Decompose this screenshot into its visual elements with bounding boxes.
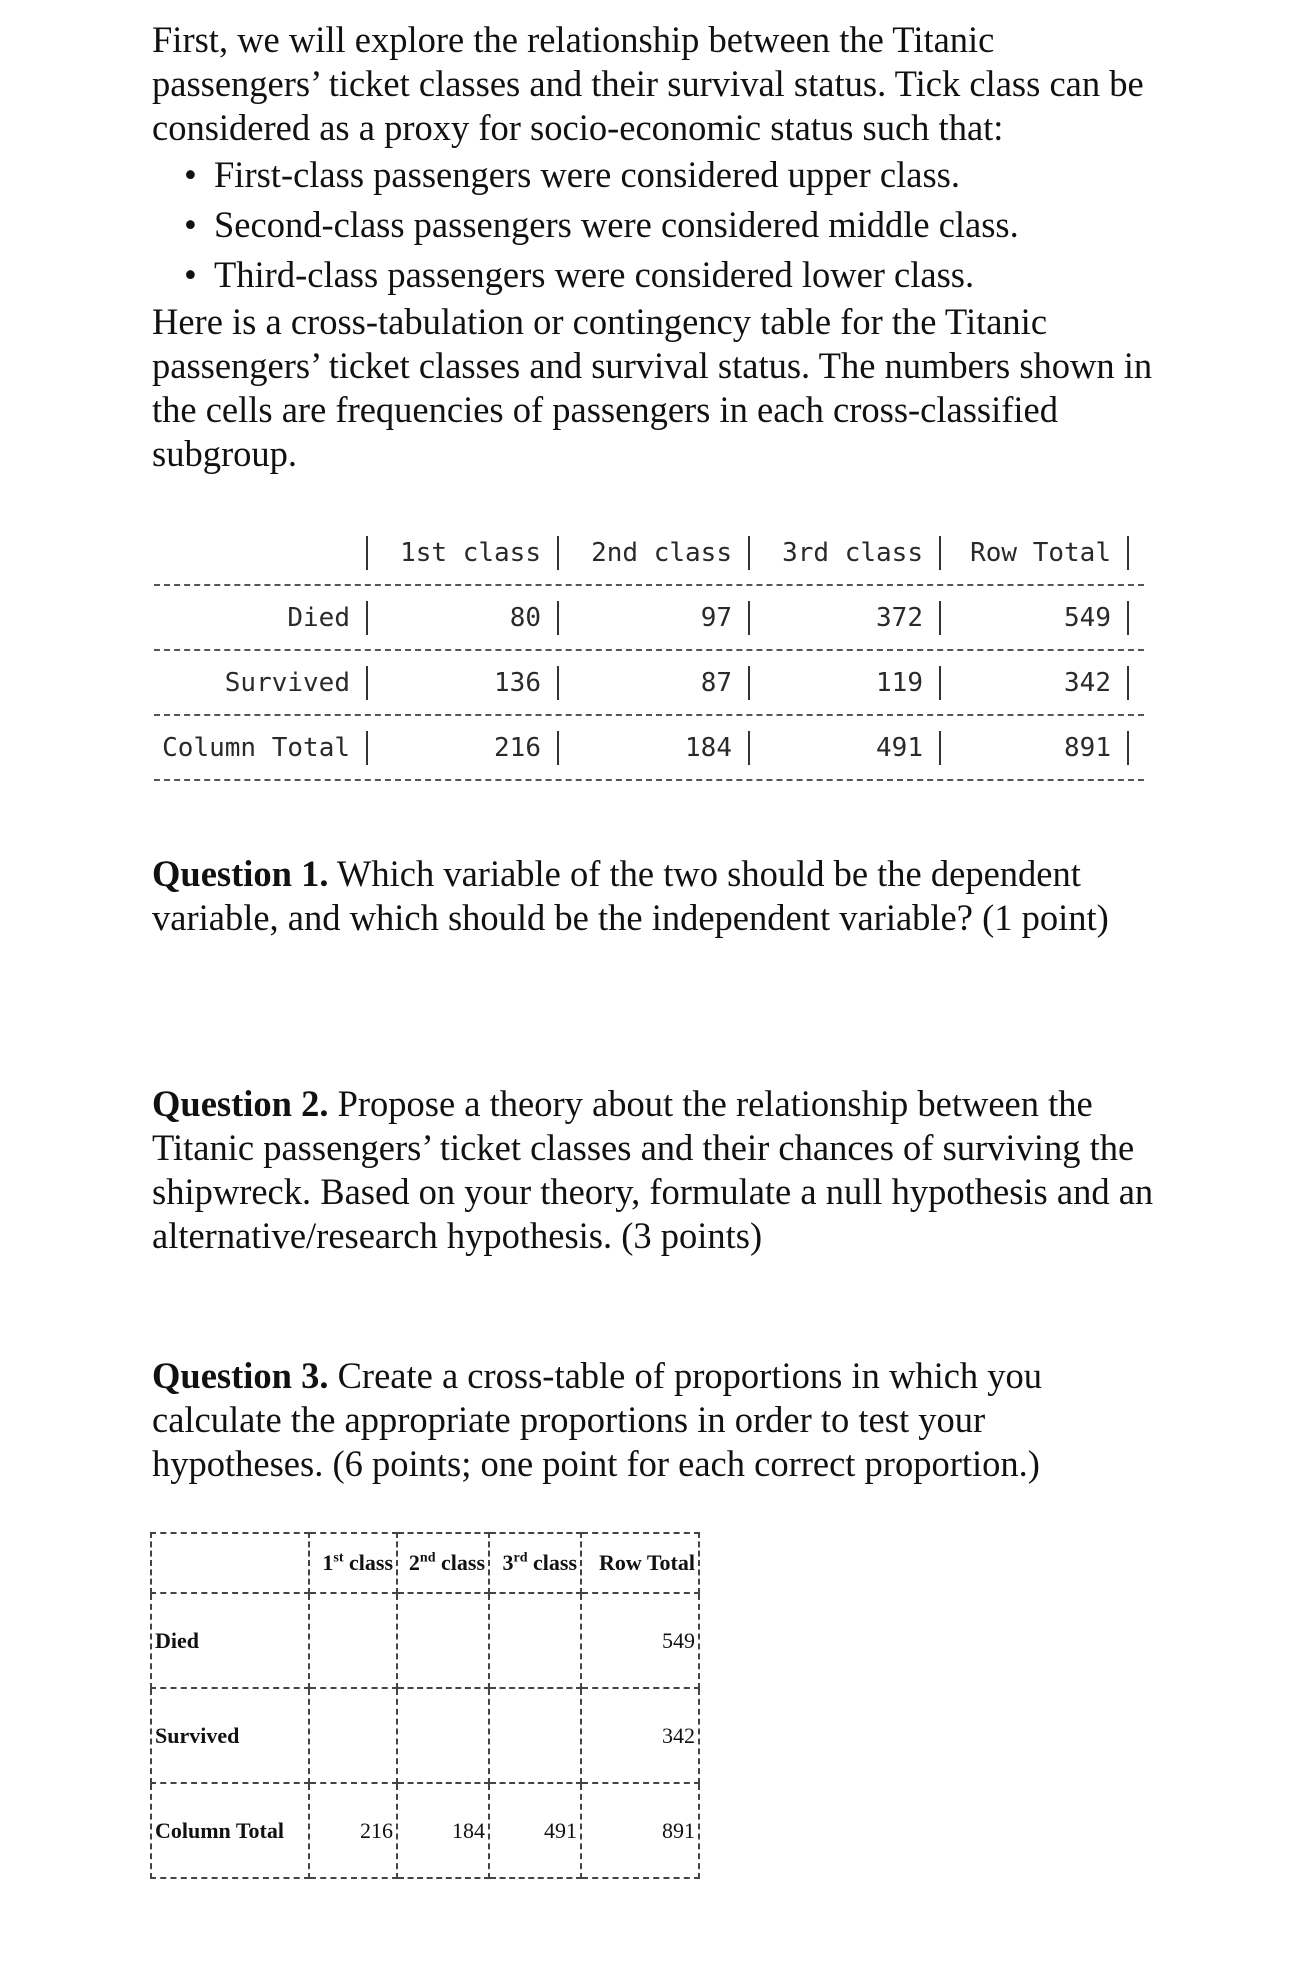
question-3-text: Create a cross-table of proportions in which you calculate the appropriate proportions in order to test your hypotheses. (6 points; one point for each correct proportion.): [152, 1355, 1043, 1484]
answer-cell[interactable]: [309, 1593, 397, 1688]
contingency-row-survived: [154, 651, 1144, 714]
header-2nd-class: 2nd class: [559, 536, 750, 570]
header-3rd-class: 3rd class: [489, 1533, 581, 1593]
cell: 136: [368, 666, 559, 700]
header-1st-class: 1st class: [368, 536, 559, 570]
contingency-header-row: [154, 522, 1144, 584]
row-label: Survived: [154, 666, 368, 700]
bullet-item: • First-class passengers were considered upper class.: [184, 150, 1162, 200]
cell: 491: [750, 731, 941, 765]
proportions-table: [150, 1532, 700, 1879]
answer-cell[interactable]: [309, 1688, 397, 1783]
proportions-header-row: [151, 1533, 699, 1593]
cell: 184: [559, 731, 750, 765]
row-total-cell: 342: [581, 1688, 699, 1783]
contingency-table: [154, 522, 1144, 781]
proportions-row-survived: [151, 1688, 699, 1783]
bullet-icon: •: [184, 154, 197, 195]
bullet-item: • Third-class passengers were considered lower class.: [184, 250, 1162, 300]
total-cell: 491: [489, 1783, 581, 1878]
divider: [154, 779, 1144, 781]
total-cell: 184: [397, 1783, 489, 1878]
question-1: [152, 852, 1162, 940]
total-cell: 891: [581, 1783, 699, 1878]
header-1st-class: 1st class: [309, 1533, 397, 1593]
answer-cell[interactable]: [397, 1688, 489, 1783]
cell: 97: [559, 601, 750, 635]
cell: 87: [559, 666, 750, 700]
row-label: Died: [151, 1593, 309, 1688]
proportions-row-column-total: [151, 1783, 699, 1878]
contingency-row-died: [154, 586, 1144, 649]
intro-paragraph-2: Here is a cross-tabulation or contingency table for the Titanic passengers’ ticket classes and survival status. The numbers shown in the cells are frequencies of passengers in each cross-classified subgroup.: [152, 301, 1153, 474]
row-label: Died: [154, 601, 368, 635]
cell: 216: [368, 731, 559, 765]
question-2-label: Question 2.: [152, 1083, 329, 1124]
answer-cell[interactable]: [489, 1688, 581, 1783]
row-label: Column Total: [154, 731, 368, 765]
bullet-icon: •: [184, 204, 197, 245]
question-3: [152, 1354, 1162, 1486]
question-2: [152, 1082, 1162, 1258]
question-3-label: Question 3.: [152, 1355, 329, 1396]
class-bullet-list: [152, 150, 1162, 300]
cell: 80: [368, 601, 559, 635]
intro-section: [152, 18, 1162, 476]
header-3rd-class: 3rd class: [750, 536, 941, 570]
question-2-text: Propose a theory about the relationship between the Titanic passengers’ ticket classes and their chances of surviving the shipwreck. Based on your theory, formulate a null hypothesis and an alternative/research hypothesis. (3 points): [152, 1083, 1154, 1256]
intro-paragraph-1: First, we will explore the relationship between the Titanic passengers’ ticket classes and their survival status. Tick class can be considered as a proxy for socio-economic status such that:: [152, 19, 1144, 148]
cell: 119: [750, 666, 941, 700]
bullet-item: • Second-class passengers were considered middle class.: [184, 200, 1162, 250]
contingency-row-column-total: [154, 716, 1144, 779]
header-row-total: Row Total: [581, 1533, 699, 1593]
header-stub: [154, 536, 368, 570]
answer-cell[interactable]: [397, 1593, 489, 1688]
header-row-total: Row Total: [941, 536, 1129, 570]
cell: 342: [941, 666, 1129, 700]
header-2nd-class: 2nd class: [397, 1533, 489, 1593]
total-cell: 216: [309, 1783, 397, 1878]
proportions-row-died: [151, 1593, 699, 1688]
cell: 549: [941, 601, 1129, 635]
bullet-icon: •: [184, 254, 197, 295]
cell: 372: [750, 601, 941, 635]
answer-cell[interactable]: [489, 1593, 581, 1688]
cell: 891: [941, 731, 1129, 765]
row-total-cell: 549: [581, 1593, 699, 1688]
header-stub: [151, 1533, 309, 1593]
question-1-text: Which variable of the two should be the dependent variable, and which should be the independent variable? (1 point): [152, 853, 1109, 938]
row-label: Survived: [151, 1688, 309, 1783]
row-label: Column Total: [151, 1783, 309, 1878]
question-1-label: Question 1.: [152, 853, 329, 894]
